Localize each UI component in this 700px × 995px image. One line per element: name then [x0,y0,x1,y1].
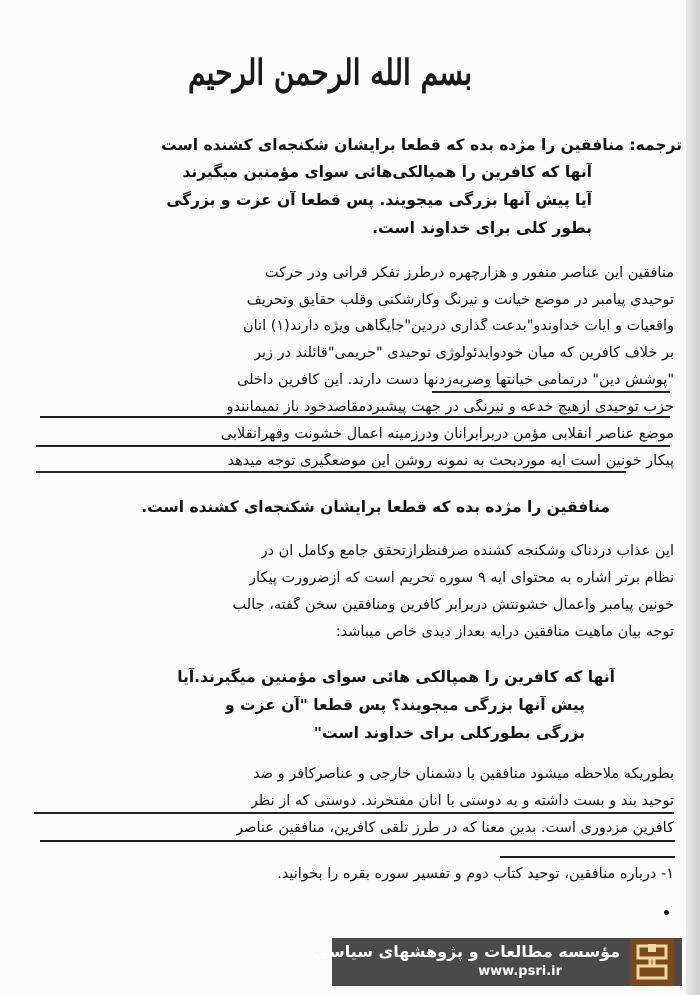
text-line: آیا پیش آنها بزرگی میجویند. پس قطعا آن عزت و بزرگی [166,191,592,209]
underline-mark [40,840,675,842]
bismillah-calligraphy [185,38,475,108]
text-line: پیش آنها بزرگی میجویند؟ پس قطعا "آن عزت و [224,696,585,714]
text-line: منافقین را مژده بده که قطعا برایشان شکنجه‌ای کشنده است. [141,498,610,516]
text-line: کافرین مزدوری است. بدین معنا که در طرز تلقی کافرین، منافقین عناصر [236,820,674,836]
text-line: آنها که کافرین را همپالکی هائی سوای مؤمنین میگیرند.آیا [177,668,615,686]
watermark-band [312,938,682,986]
text-line: "پوشش دین" درتمامی خیانتها وضربه‌زدنها دست دارند. این کافرین داخلی [236,372,674,388]
underline-mark [432,391,670,393]
text-line: بطور کلی برای خداوند است. [372,219,592,237]
text-line: بطوریکه ملاحظه میشود منافقین با دشمنان خارجی و عناصرکافر و ضد [253,766,674,782]
page-dot-mark: • [662,906,671,922]
text-line: نظام برتر اشاره به محتوای آیه ۹ سوره تحریم است که ازضرورت پیکار [249,570,674,586]
underline-mark [34,812,674,814]
footnote-separator [500,856,675,858]
underline-mark [36,471,626,473]
text-line: آنها که کافرین را همپالکی‌هائی سوای مؤمنین میگیرند [182,163,592,181]
psri-logo-icon [630,938,674,986]
text-line: بر خلاف کافرین که میان خودوایدئولوژی توحیدی "حریمی"قائلند در زیر [253,345,674,361]
text-line: ۱- درباره منافقین، توحید کتاب دوم و تفسیر سوره بقره را بخوانید. [277,866,674,882]
underline-mark [36,445,670,447]
text-line: بزرگی بطورکلی برای خداوند است" [313,724,585,742]
text-line: پیکار خونین است آیه موردبحث به نمونه روشن این موضعگیری توجه میدهد [227,453,674,469]
org-url[interactable]: www.psri.ir [478,964,562,979]
text-line: این عذاب دردناک وشکنجه کشنده صرفنظرازتحقق جامع وکامل آن در [260,543,674,559]
org-name: مؤسسه مطالعات و پژوهشهای سیاسی [312,942,620,961]
bismillah-text: بسم الله الرحمن الرحیم [188,51,472,94]
text-line: توحیدی پیامبر در موضع خیانت و نیرنگ وکارشکنی وقلب حقایق وتحریف [246,292,674,308]
text-line: حزب توحیدی ازهیچ خدعه و نیرنگی در جهت پیشبردمقاصدخود باز نمیمانندو [226,399,674,415]
text-line: موضع عناصر انقلابی مؤمن دربرابرآنان ودرزمینه اعمال خشونت وقهرانقلابی [220,426,674,442]
text-line: توجه بیان ماهیت منافقین درآیه بعداز دیدی خاص میباشد: [335,624,674,640]
text-line: خونین پیامبر واعمال خشونتش دربرابر کافرین ومنافقین سخن گفته، جالب [232,597,674,613]
underline-mark [40,416,670,418]
text-line: توحید بند و بست داشته و به دوستی با آنان مفتخرند. دوستی که از نظر [250,793,674,809]
text-line: ترجمه: منافقین را مژده بده که قطعا برایشان شکنجه‌ای کشنده است [161,136,682,154]
text-line: منافقین این عناصر منفور و هزارچهره درطرز تفکر قرآنی ودر حرکت [264,265,674,281]
text-line: واقعیات و آیات خداوندو"بدعت گذاری دردین"جایگاهی ویژه دارند(۱) آنان [242,318,674,334]
scan-edge [686,0,700,995]
